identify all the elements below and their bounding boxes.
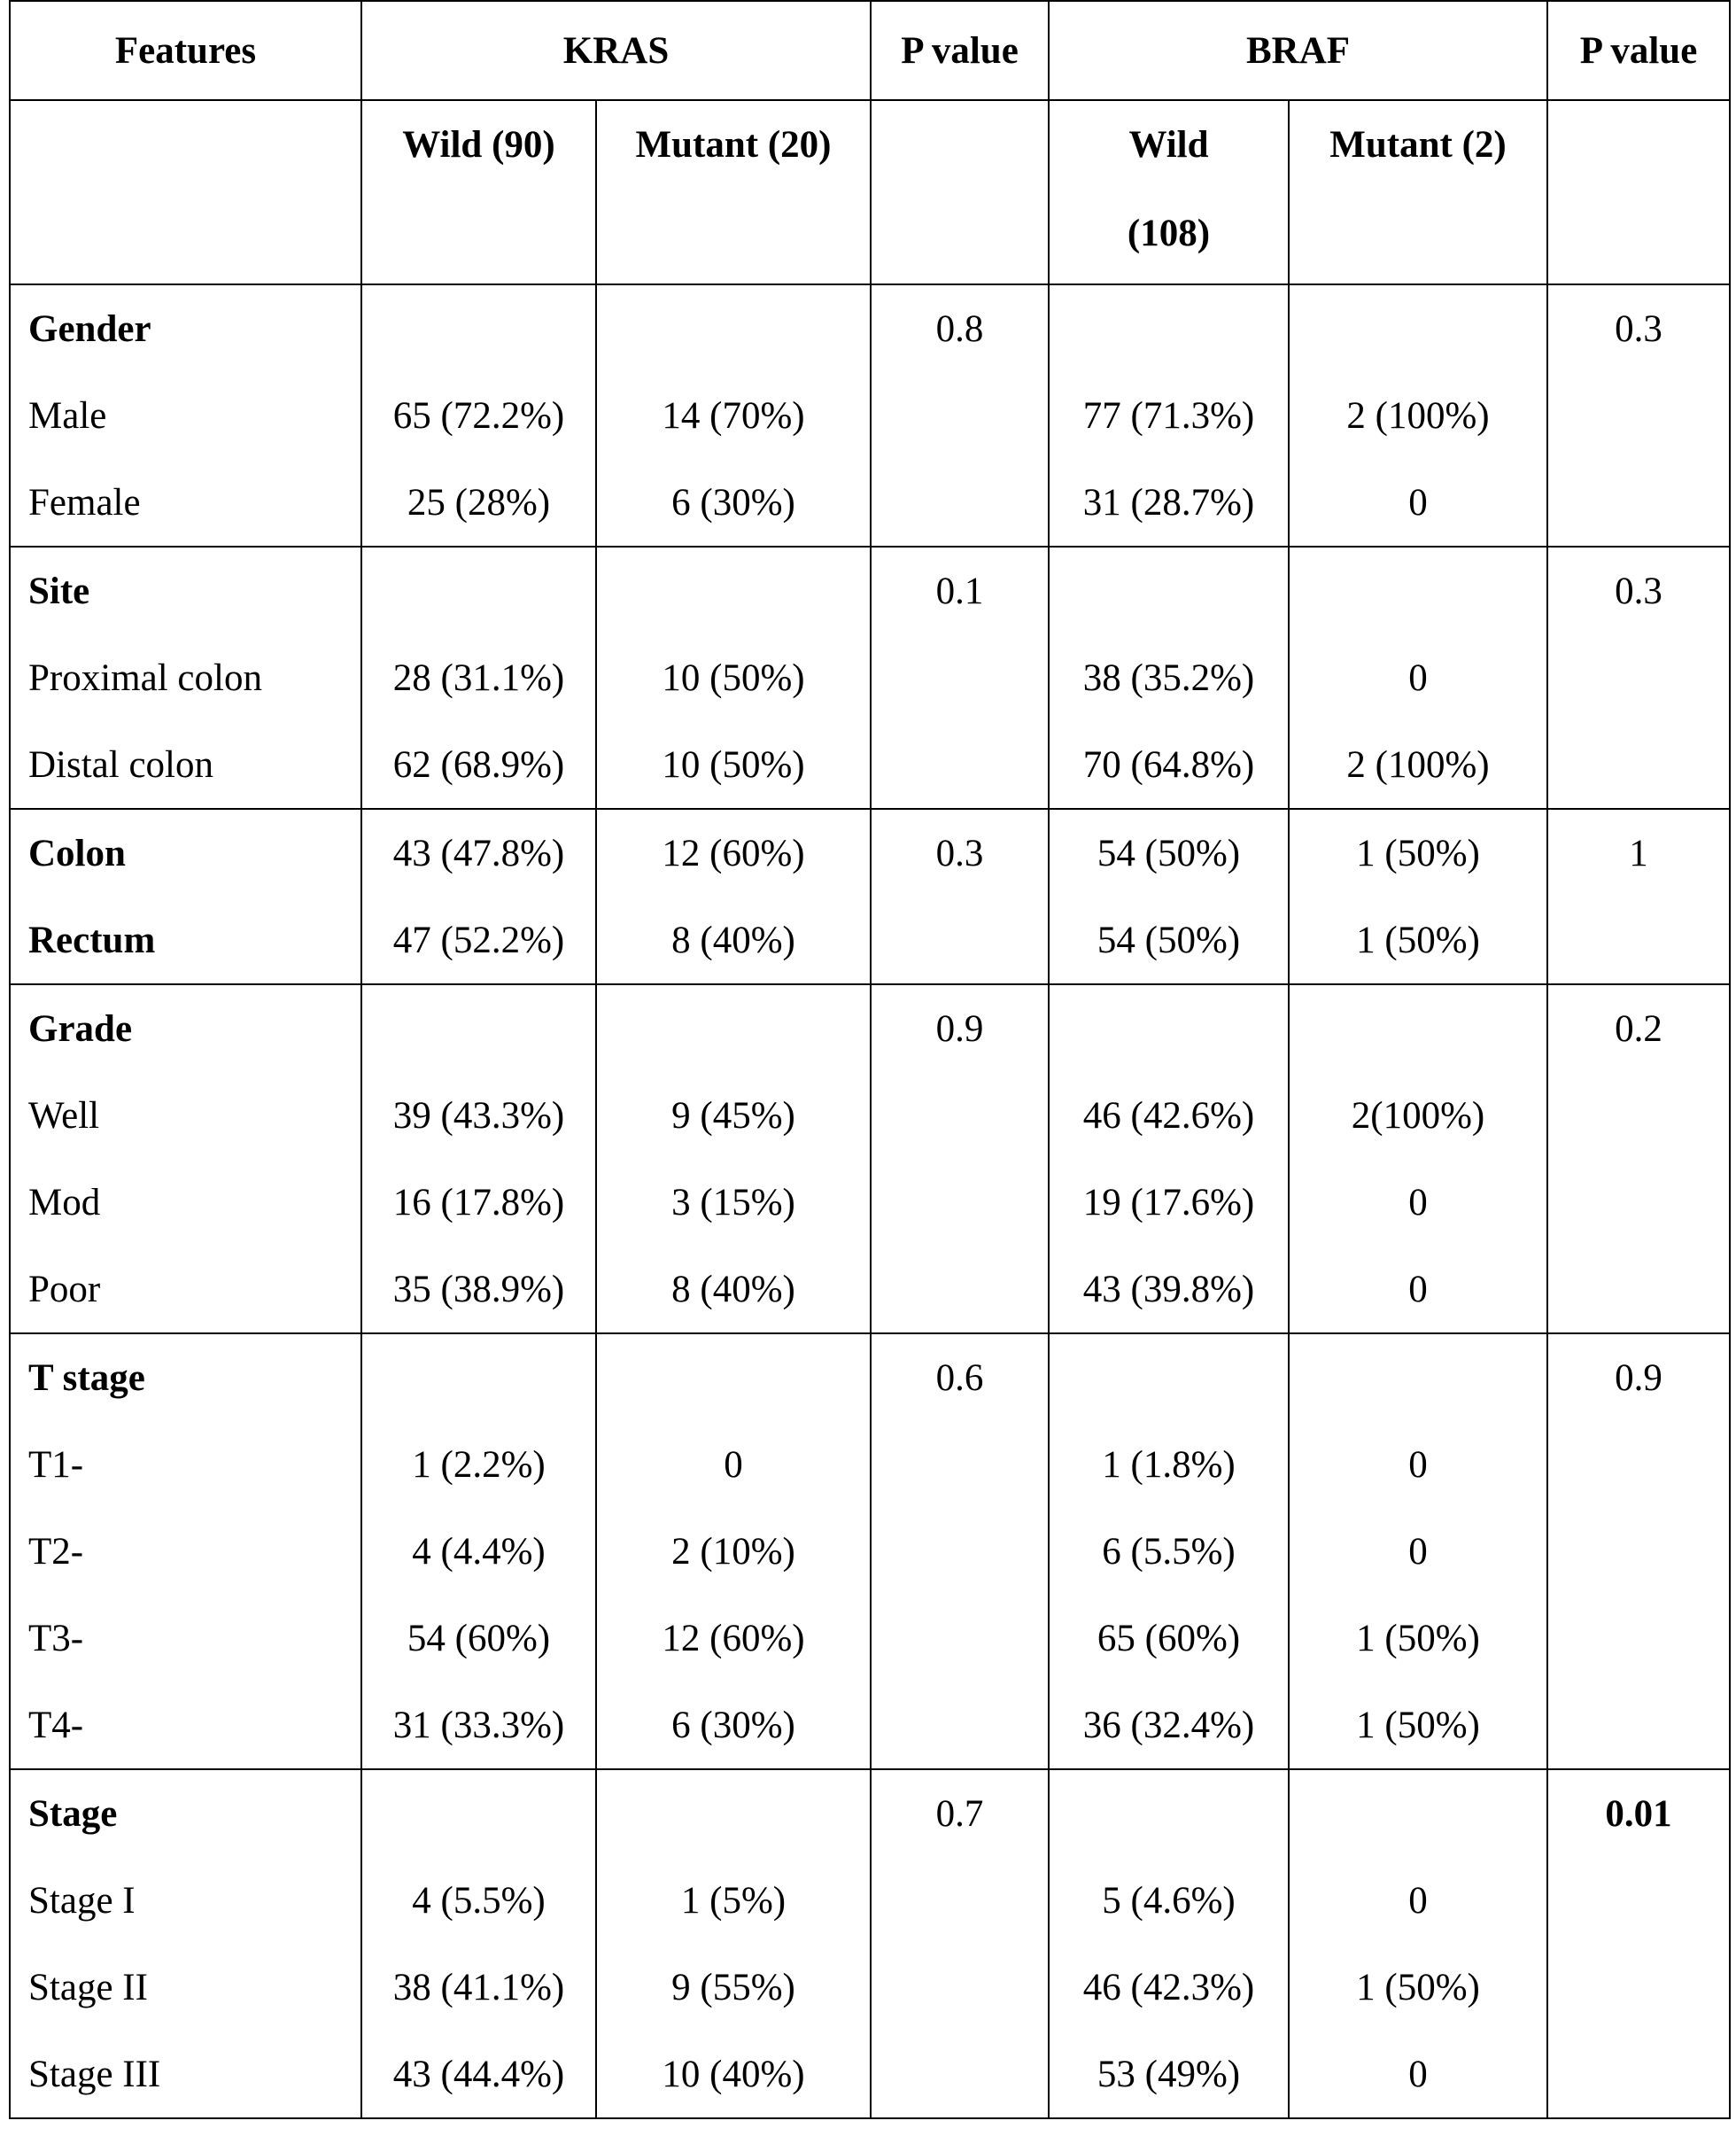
kras-mutant-cell: 8 (40%) [596,897,871,984]
header-row-1 [10,1,1730,100]
feature-cell: Proximal colon [10,634,361,721]
table-row [10,721,1730,809]
braf-p-value-cell [1547,1159,1730,1246]
feature-cell: Stage III [10,2031,361,2118]
feature-cell: Female [10,459,361,547]
feature-cell: Distal colon [10,721,361,809]
kras-mutant-cell: 12 (60%) [596,1595,871,1682]
kras-p-value-cell [871,634,1049,721]
braf-p-value-cell: 0.3 [1547,547,1730,634]
feature-cell: Poor [10,1246,361,1333]
kras-mutant-cell: 6 (30%) [596,1682,871,1769]
braf-mutant-cell: 2 (100%) [1289,372,1547,459]
kras-wild-cell: 35 (38.9%) [361,1246,596,1333]
feature-cell: Stage [10,1769,361,1857]
table-row [10,1857,1730,1944]
kras-p-value-cell [871,1857,1049,1944]
table-row [10,1682,1730,1769]
kras-p-value-cell [871,1508,1049,1595]
braf-wild-cell: 36 (32.4%) [1049,1682,1289,1769]
kras-mutant-cell: 6 (30%) [596,459,871,547]
kras-mutant-cell [596,284,871,372]
braf-mutant-cell: 1 (50%) [1289,809,1547,897]
braf-p-value-cell [1547,721,1730,809]
braf-mutant-cell [1289,984,1547,1072]
feature-cell: Rectum [10,897,361,984]
braf-wild-cell: 38 (35.2%) [1049,634,1289,721]
kras-p-value-cell: 0.1 [871,547,1049,634]
feature-cell: T2- [10,1508,361,1595]
table-row [10,1159,1730,1246]
feature-cell: T3- [10,1595,361,1682]
kras-wild-cell: 65 (72.2%) [361,372,596,459]
kras-p-value-cell [871,459,1049,547]
braf-p-value-cell [1547,1072,1730,1159]
kras-wild-cell: 47 (52.2%) [361,897,596,984]
kras-wild-cell [361,1333,596,1421]
braf-mutant-cell: 0 [1289,1246,1547,1333]
header-kras-p-value: P value [871,1,1049,100]
kras-mutant-cell: 12 (60%) [596,809,871,897]
kras-mutant-cell: 0 [596,1421,871,1508]
braf-p-value-cell: 0.2 [1547,984,1730,1072]
feature-cell: Stage I [10,1857,361,1944]
kras-wild-cell [361,284,596,372]
braf-mutant-cell: 1 (50%) [1289,1944,1547,2031]
table-row [10,1333,1730,1421]
table-row [10,1769,1730,1857]
braf-p-value-cell: 0.01 [1547,1769,1730,1857]
braf-wild-cell: 19 (17.6%) [1049,1159,1289,1246]
kras-p-value-cell [871,897,1049,984]
braf-p-value-cell [1547,1682,1730,1769]
braf-mutant-cell: 0 [1289,1159,1547,1246]
table-row [10,1246,1730,1333]
header-blank-features [10,100,361,284]
table-row [10,1072,1730,1159]
kras-p-value-cell: 0.9 [871,984,1049,1072]
kras-wild-cell: 38 (41.1%) [361,1944,596,2031]
braf-wild-cell: 54 (50%) [1049,897,1289,984]
table-row [10,284,1730,372]
kras-wild-cell: 43 (47.8%) [361,809,596,897]
braf-mutant-cell [1289,284,1547,372]
kras-wild-cell: 16 (17.8%) [361,1159,596,1246]
kras-p-value-cell [871,1944,1049,2031]
table-row [10,984,1730,1072]
braf-wild-cell: 1 (1.8%) [1049,1421,1289,1508]
braf-wild-cell: 5 (4.6%) [1049,1857,1289,1944]
kras-wild-cell: 31 (33.3%) [361,1682,596,1769]
braf-p-value-cell [1547,1944,1730,2031]
table-row [10,1944,1730,2031]
braf-wild-cell: 43 (39.8%) [1049,1246,1289,1333]
kras-mutant-cell [596,1769,871,1857]
braf-mutant-cell: 1 (50%) [1289,1595,1547,1682]
kras-mutant-cell: 10 (50%) [596,634,871,721]
braf-mutant-cell: 0 [1289,1421,1547,1508]
header-kras: KRAS [361,1,871,100]
header-braf-wild-line1: Wild [1128,124,1209,166]
kras-p-value-cell [871,1595,1049,1682]
braf-p-value-cell [1547,372,1730,459]
table-row [10,2031,1730,2118]
feature-cell: Grade [10,984,361,1072]
braf-p-value-cell [1547,897,1730,984]
table-row [10,372,1730,459]
kras-wild-cell: 43 (44.4%) [361,2031,596,2118]
braf-wild-cell: 6 (5.5%) [1049,1508,1289,1595]
feature-cell: Colon [10,809,361,897]
table-row [10,547,1730,634]
braf-wild-cell: 31 (28.7%) [1049,459,1289,547]
braf-mutant-cell: 0 [1289,459,1547,547]
kras-p-value-cell: 0.3 [871,809,1049,897]
header-blank-braf-p [1547,100,1730,284]
kras-wild-cell: 28 (31.1%) [361,634,596,721]
kras-mutant-cell [596,1333,871,1421]
kras-wild-cell [361,984,596,1072]
braf-mutant-cell: 0 [1289,1857,1547,1944]
kras-mutant-cell: 9 (45%) [596,1072,871,1159]
header-braf-wild-line2: (108) [1127,213,1211,254]
feature-cell: Site [10,547,361,634]
header-blank-kras-p [871,100,1049,284]
braf-p-value-cell: 1 [1547,809,1730,897]
braf-mutant-cell [1289,1333,1547,1421]
braf-p-value-cell: 0.3 [1547,284,1730,372]
braf-mutant-cell: 2 (100%) [1289,721,1547,809]
kras-wild-cell: 1 (2.2%) [361,1421,596,1508]
braf-p-value-cell [1547,1595,1730,1682]
table-row [10,1595,1730,1682]
kras-wild-cell: 39 (43.3%) [361,1072,596,1159]
kras-p-value-cell [871,1682,1049,1769]
braf-wild-cell: 54 (50%) [1049,809,1289,897]
feature-cell: T stage [10,1333,361,1421]
kras-wild-cell: 25 (28%) [361,459,596,547]
header-row-2 [10,100,1730,284]
braf-p-value-cell [1547,634,1730,721]
braf-wild-cell [1049,1333,1289,1421]
kras-wild-cell: 4 (4.4%) [361,1508,596,1595]
kras-mutant-cell [596,547,871,634]
kras-wild-cell: 54 (60%) [361,1595,596,1682]
kras-p-value-cell: 0.7 [871,1769,1049,1857]
header-kras-mutant: Mutant (20) [596,100,871,284]
kras-mutant-cell: 2 (10%) [596,1508,871,1595]
kras-p-value-cell: 0.6 [871,1333,1049,1421]
braf-wild-cell [1049,1769,1289,1857]
kras-mutant-cell: 10 (50%) [596,721,871,809]
header-braf: BRAF [1049,1,1547,100]
table-row [10,1508,1730,1595]
braf-mutant-cell: 0 [1289,2031,1547,2118]
braf-wild-cell: 46 (42.3%) [1049,1944,1289,2031]
kras-p-value-cell [871,1246,1049,1333]
braf-p-value-cell [1547,1421,1730,1508]
braf-mutant-cell: 1 (50%) [1289,897,1547,984]
braf-wild-cell [1049,984,1289,1072]
kras-wild-cell [361,547,596,634]
table-row [10,459,1730,547]
header-braf-wild [1049,100,1289,284]
feature-cell: T4- [10,1682,361,1769]
feature-cell: Well [10,1072,361,1159]
braf-wild-cell [1049,547,1289,634]
table-row [10,1421,1730,1508]
braf-p-value-cell [1547,1857,1730,1944]
kras-wild-cell: 62 (68.9%) [361,721,596,809]
feature-cell: Male [10,372,361,459]
table-row [10,897,1730,984]
header-braf-mutant: Mutant (2) [1289,100,1547,284]
braf-p-value-cell [1547,459,1730,547]
kras-mutant-cell: 9 (55%) [596,1944,871,2031]
braf-p-value-cell [1547,1246,1730,1333]
kras-wild-cell [361,1769,596,1857]
braf-p-value-cell [1547,2031,1730,2118]
results-table [9,0,1731,2119]
kras-p-value-cell: 0.8 [871,284,1049,372]
kras-mutant-cell: 10 (40%) [596,2031,871,2118]
kras-mutant-cell: 8 (40%) [596,1246,871,1333]
braf-wild-cell: 77 (71.3%) [1049,372,1289,459]
braf-mutant-cell: 1 (50%) [1289,1682,1547,1769]
braf-p-value-cell [1547,1508,1730,1595]
kras-mutant-cell [596,984,871,1072]
braf-mutant-cell [1289,547,1547,634]
feature-cell: Stage II [10,1944,361,2031]
braf-p-value-cell: 0.9 [1547,1333,1730,1421]
header-features: Features [10,1,361,100]
kras-wild-cell: 4 (5.5%) [361,1857,596,1944]
table-row [10,634,1730,721]
braf-wild-cell: 46 (42.6%) [1049,1072,1289,1159]
kras-p-value-cell [871,1159,1049,1246]
kras-p-value-cell [871,372,1049,459]
feature-cell: Gender [10,284,361,372]
kras-mutant-cell: 14 (70%) [596,372,871,459]
braf-mutant-cell: 0 [1289,634,1547,721]
table-header [10,1,1730,284]
kras-p-value-cell [871,1072,1049,1159]
kras-p-value-cell [871,2031,1049,2118]
feature-cell: T1- [10,1421,361,1508]
kras-mutant-cell: 1 (5%) [596,1857,871,1944]
braf-wild-cell [1049,284,1289,372]
braf-mutant-cell: 0 [1289,1508,1547,1595]
header-kras-wild: Wild (90) [361,100,596,284]
header-braf-p-value: P value [1547,1,1730,100]
braf-mutant-cell: 2(100%) [1289,1072,1547,1159]
braf-mutant-cell [1289,1769,1547,1857]
braf-wild-cell: 65 (60%) [1049,1595,1289,1682]
kras-p-value-cell [871,1421,1049,1508]
braf-wild-cell: 70 (64.8%) [1049,721,1289,809]
feature-cell: Mod [10,1159,361,1246]
braf-wild-cell: 53 (49%) [1049,2031,1289,2118]
table-body [10,284,1730,2118]
kras-p-value-cell [871,721,1049,809]
table-row [10,809,1730,897]
kras-mutant-cell: 3 (15%) [596,1159,871,1246]
